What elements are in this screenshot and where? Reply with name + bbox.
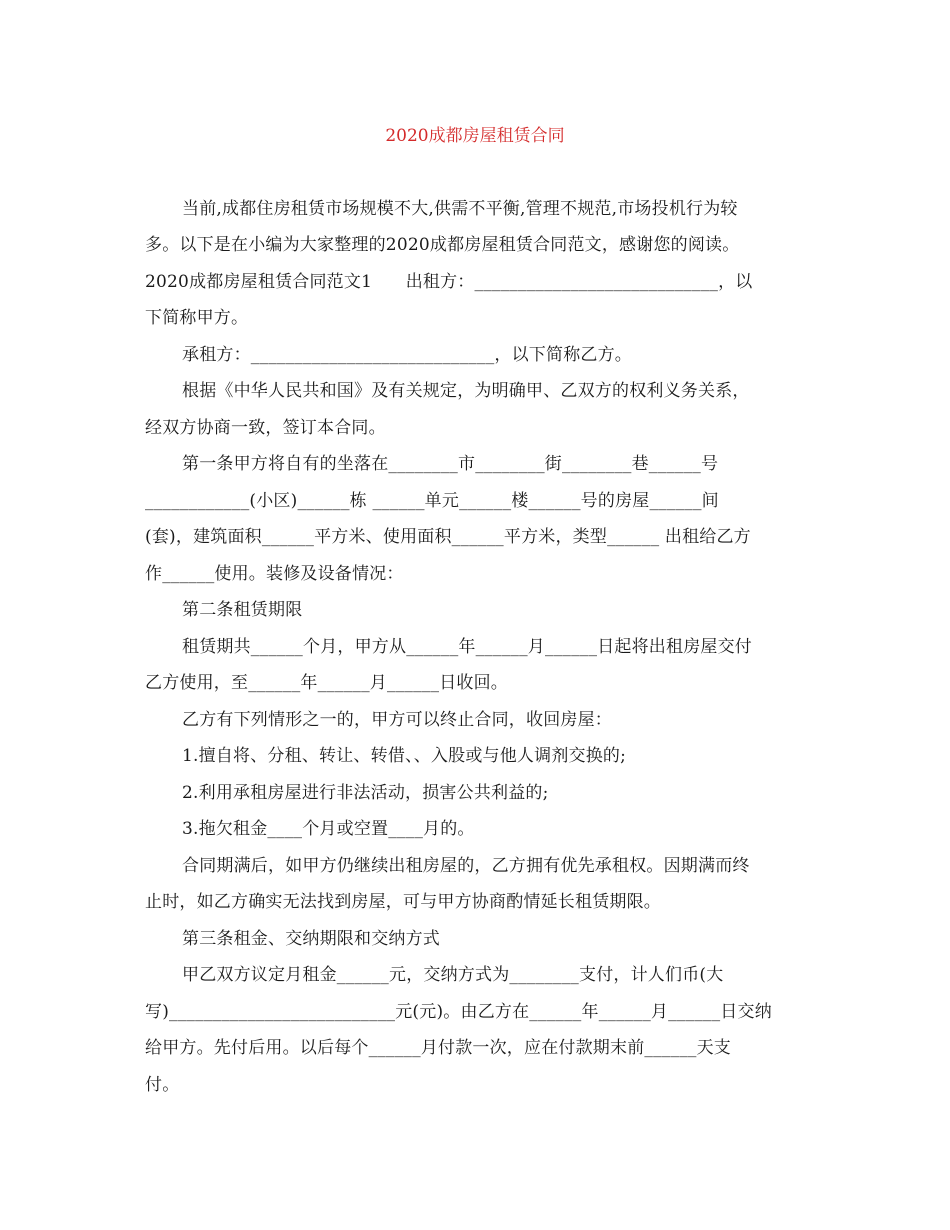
list-item: 2.利用承租房屋进行非法活动，损害公共利益的; bbox=[182, 783, 549, 803]
paragraph-line: 作______使用。装修及设备情况： bbox=[145, 564, 404, 584]
paragraph-line: 租赁期共______个月，甲方从______年______月______日起将出租房屋交付 bbox=[182, 637, 752, 657]
paragraph-line: 下简称甲方。 bbox=[145, 308, 249, 328]
paragraph-line: 合同期满后，如甲方仍继续出租房屋的，乙方拥有优先承租权。因期满而终 bbox=[182, 856, 750, 876]
paragraph-line: 止时，如乙方确实无法找到房屋，可与甲方协商酌情延长租赁期限。 bbox=[145, 892, 661, 912]
paragraph-line: 多。以下是在小编为大家整理的2020成都房屋租赁合同范文，感谢您的阅读。 bbox=[145, 235, 740, 255]
paragraph-line: 写)__________________________元(元)。由乙方在______年______月______日交纳 bbox=[145, 1002, 772, 1022]
paragraph-line: 2020成都房屋租赁合同范文1 出租方：____________________________，以 bbox=[145, 272, 753, 292]
list-item: 1.擅自将、分租、转让、转借、、入股或与他人调剂交换的; bbox=[182, 746, 627, 766]
paragraph-line: 第一条甲方将自有的坐落在________市________街________巷______号 bbox=[182, 454, 719, 474]
list-item: 3.拖欠租金____个月或空置____月的。 bbox=[182, 819, 475, 839]
paragraph-line: 当前,成都住房租赁市场规模不大,供需不平衡,管理不规范,市场投机行为较 bbox=[182, 199, 738, 219]
paragraph-line: 乙方有下列情形之一的，甲方可以终止合同，收回房屋： bbox=[182, 710, 612, 730]
document-title: 2020成都房屋租赁合同 bbox=[385, 126, 565, 146]
paragraph-line: 甲乙双方议定月租金______元，交纳方式为________支付，计人们币(大 bbox=[182, 965, 724, 985]
section-heading: 第二条租赁期限 bbox=[182, 600, 303, 620]
section-heading: 第三条租金、交纳期限和交纳方式 bbox=[182, 929, 440, 949]
paragraph-line: 根据《中华人民共和国》及有关规定，为明确甲、乙双方的权利义务关系， bbox=[182, 381, 750, 401]
paragraph-line: 付。 bbox=[145, 1075, 180, 1095]
paragraph-line: 乙方使用，至______年______月______日收回。 bbox=[145, 673, 508, 693]
paragraph-line: 经双方协商一致，签订本合同。 bbox=[145, 418, 386, 438]
paragraph-line: ____________(小区)______栋 ______单元______楼______号的房屋______间 bbox=[145, 491, 719, 511]
paragraph-line: 给甲方。先付后用。以后每个______月付款一次，应在付款期末前______天支 bbox=[145, 1038, 731, 1058]
paragraph-line: 承租方：____________________________，以下简称乙方。 bbox=[182, 345, 632, 365]
paragraph-line: (套)，建筑面积______平方米、使用面积______平方米，类型______ 出租给乙方 bbox=[145, 527, 751, 547]
